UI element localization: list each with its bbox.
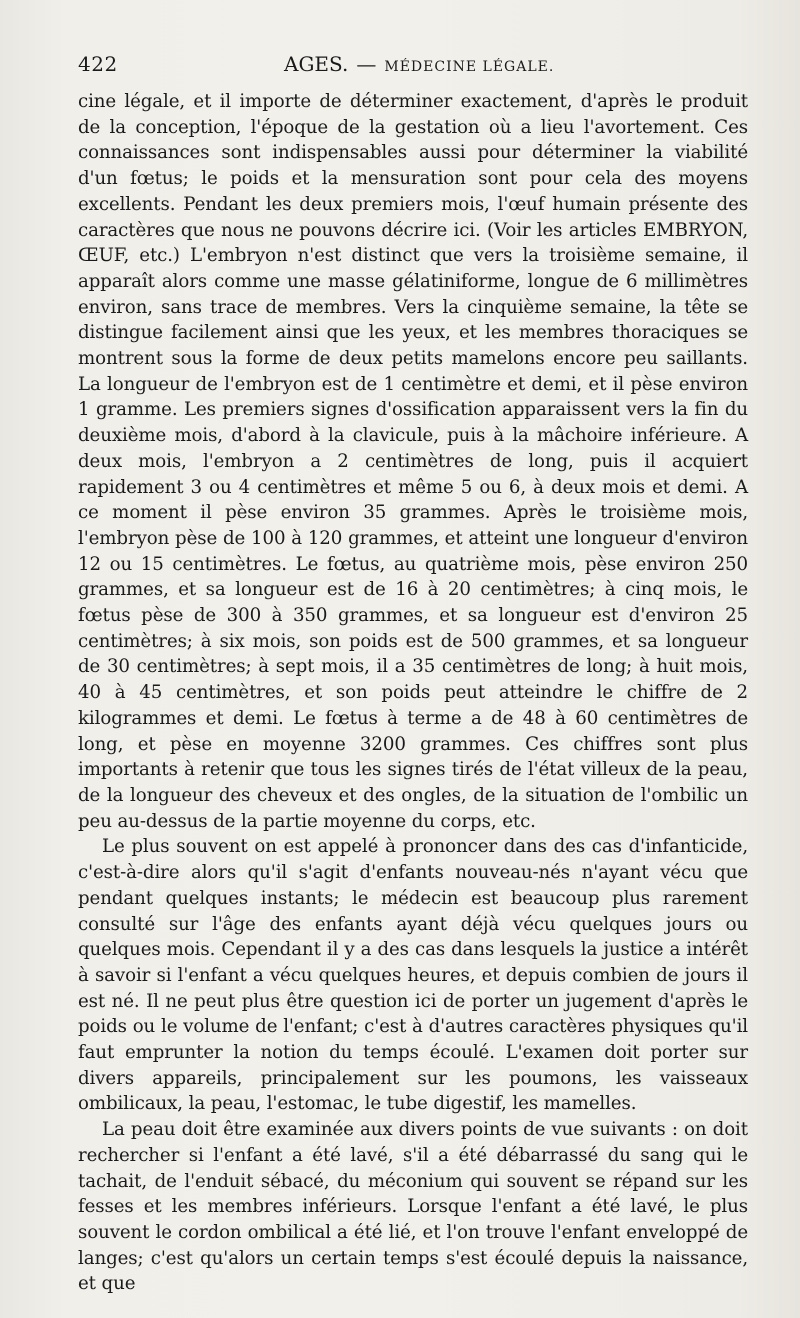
running-head-title: AGES.: [284, 52, 349, 76]
running-head-dash: —: [356, 52, 377, 76]
page-number: 422: [78, 52, 118, 76]
body-text: [78, 89, 748, 1297]
page-header: [78, 52, 748, 82]
paragraph-skin: La peau doit être examinée aux divers points de vue suivants : on doit rechercher si l'enfant a été lavé, s'il a été débarrassé du sang qui le tachait, de l'enduit sébacé, du méconium qui souvent se répand sur les fesses et les membres inférieurs. Lorsque l'enfant a été lavé, le plus souvent le cordon ombilical a été lié, et l'on trouve l'enfant enveloppé de langes; c'est qu'alors un certain temps s'est écoulé depuis la naissance, et que: [78, 1119, 748, 1295]
paragraph-continuation: cine légale, et il importe de déterminer exactement, d'après le produit de la conception, l'époque de la gestation où a lieu l'avortement. Ces connaissances sont indispensables aussi pour déterminer la viabilité d'un fœtus; le poids et la mensuration sont pour cela des moyens excellents. Pendant les deux premiers mois, l'œuf humain présente des caractères que nous ne pouvons décrire ici. (Voir les articles EMBRYON, ŒUF, etc.) L'embryon n'est distinct que vers la troisième semaine, il apparaît alors comme une masse gélatiniforme, longue de 6 millimètres environ, sans trace de membres. Vers la cinquième semaine, la tête se distingue facilement ainsi que les yeux, et les membres thoraciques se montrent sous la forme de deux petits mamelons encore peu saillants. La longueur de l'embryon est de 1 centimètre et demi, et il pèse environ 1 gramme. Les premiers signes d'ossification apparaissent vers la fin du deuxième mois, d'abord à la clavicule, puis à la mâchoire inférieure. A deux mois, l'embryon a 2 centimètres de long, puis il acquiert rapidement 3 ou 4 centimètres et même 5 ou 6, à deux mois et demi. A ce moment il pèse environ 35 grammes. Après le troisième mois, l'embryon pèse de 100 à 120 grammes, et atteint une longueur d'environ 12 ou 15 centimètres. Le fœtus, au quatrième mois, pèse environ 250 grammes, et sa longueur est de 16 à 20 centimètres; à cinq mois, le fœtus pèse de 300 à 350 grammes, et sa longueur est d'environ 25 centimètres; à six mois, son poids est de 500 grammes, et sa longueur de 30 centimètres; à sept mois, il a 35 centimètres de long; à huit mois, 40 à 45 centimètres, et son poids peut atteindre le chiffre de 2 kilogrammes et demi. Le fœtus à terme a de 48 à 60 centimètres de long, et pèse en moyenne 3200 grammes. Ces chiffres sont plus importants à retenir que tous les signes tirés de l'état villeux de la peau, de la longueur des cheveux et des ongles, de la situation de l'ombilic un peu au-dessus de la partie moyenne du corps, etc.: [78, 91, 748, 832]
running-head: [284, 52, 554, 76]
running-head-subtitle: MÉDECINE LÉGALE.: [384, 59, 555, 75]
paragraph-infanticide: Le plus souvent on est appelé à prononcer dans des cas d'infanticide, c'est-à-dire alors qu'il s'agit d'enfants nouveau-nés n'ayant vécu que pendant quelques instants; le médecin est beaucoup plus rarement consulté sur l'âge des enfants ayant déjà vécu quelques jours ou quelques mois. Cependant il y a des cas dans lesquels la justice a intérêt à savoir si l'enfant a vécu quelques heures, et depuis combien de jours il est né. Il ne peut plus être question ici de porter un jugement d'après le poids ou le volume de l'enfant; c'est à d'autres caractères physiques qu'il faut emprunter la notion du temps écoulé. L'examen doit porter sur divers appareils, principalement sur les poumons, les vaisseaux ombilicaux, la peau, l'estomac, le tube digestif, les mamelles.: [78, 836, 748, 1115]
